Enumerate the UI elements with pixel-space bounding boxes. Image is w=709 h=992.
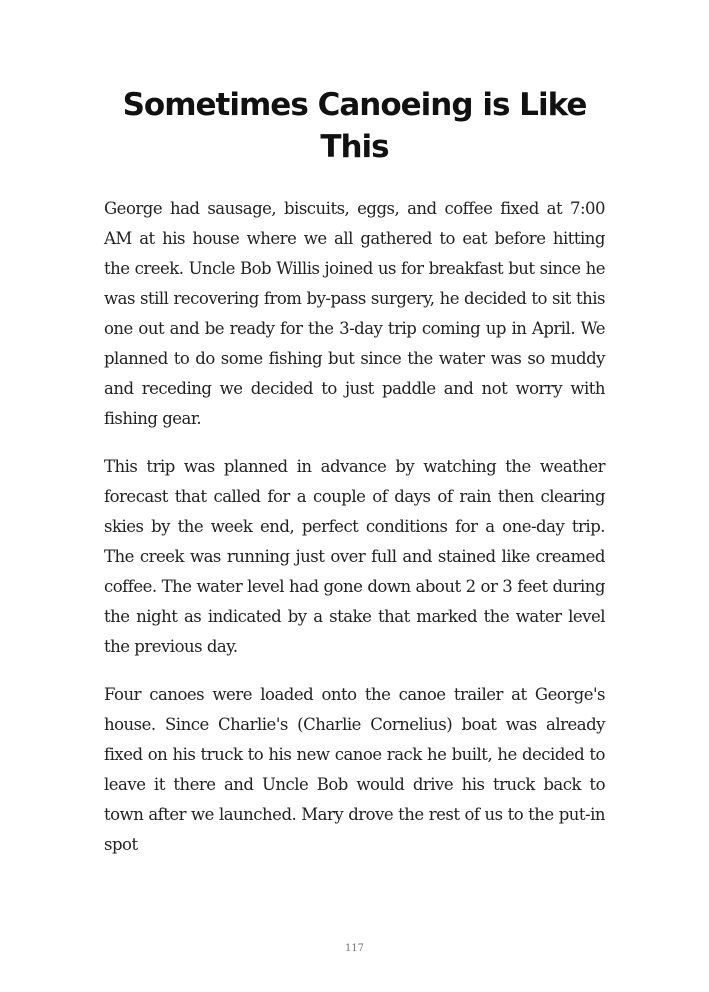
paragraph-1: George had sausage, biscuits, eggs, and coffee fixed at 7:00 AM at his house where we all gathered to eat before hitting the creek. Uncle Bob Willis joined us for breakfast but since he was still recovering from by-pass surgery, he decided to sit this one out and be ready for the 3-day trip coming up in April. We planned to do some fishing but since the water was so muddy and receding we decided to just paddle and not worry with fishing gear. [104,199,605,428]
paragraph-3: Four canoes were loaded onto the canoe trailer at George's house. Since Charlie's (Charlie Cornelius) boat was already fixed on his truck to his new canoe rack he built, he decided to leave it there and Uncle Bob would drive his truck back to town after we launched. Mary drove the rest of us to the put-in spot [104,685,605,854]
chapter-title: Sometimes Canoeing is Like This [122,87,587,165]
paragraph-2: This trip was planned in advance by watching the weather forecast that called for a couple of days of rain then clearing skies by the week end, perfect conditions for a one-day trip. The creek was running just over full and stained like creamed coffee. The water level had gone down about 2 or 3 feet during the night as indicated by a stake that marked the water level the previous day. [104,457,605,656]
body-text [104,194,605,878]
page-number: 117 [344,943,365,954]
